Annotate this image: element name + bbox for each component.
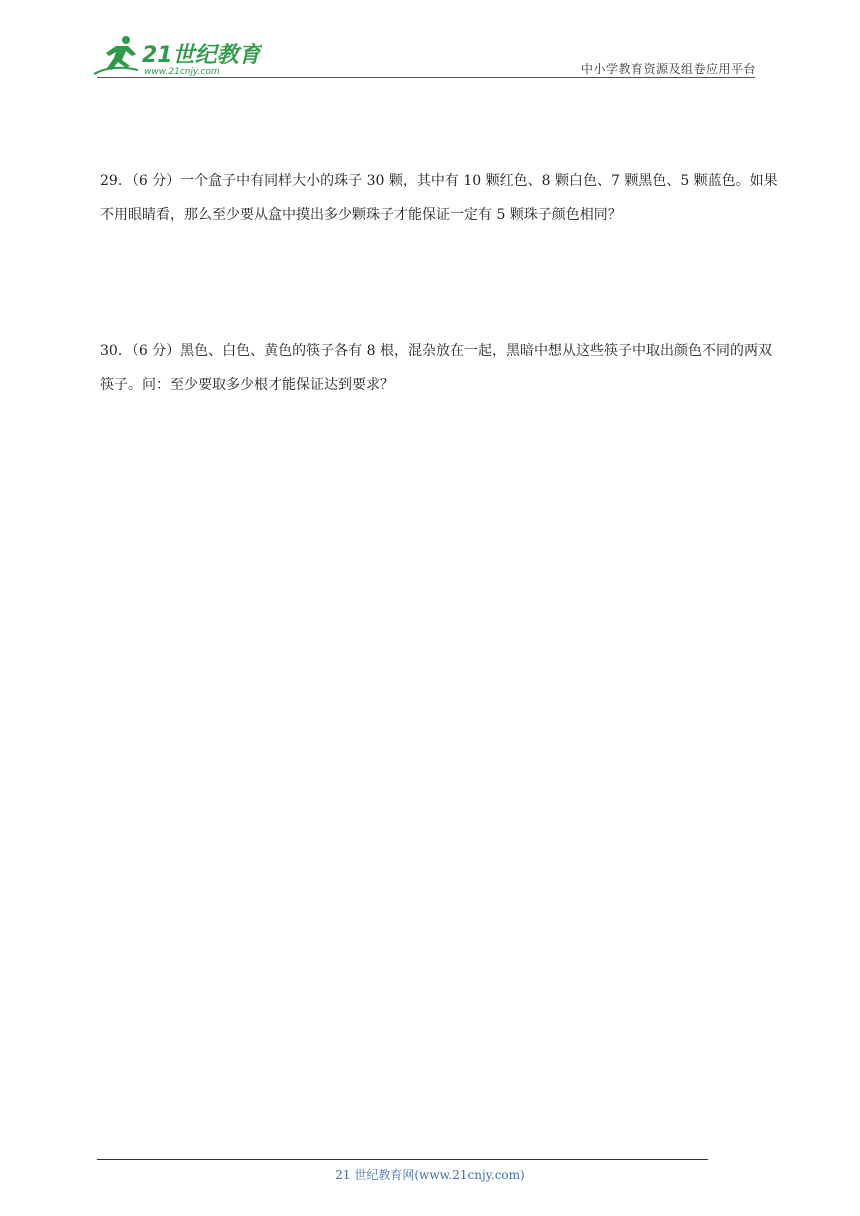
- logo-url: www.21cnjy.com: [144, 67, 220, 77]
- question-30: 30．（6 分）黑色、白色、黄色的筷子各有 8 根，混杂放在一起，黑暗中想从这些筷子中取出颜色不同的两双筷子。问：至少要取多少根才能保证达到要求？: [100, 343, 772, 393]
- footer-divider: [97, 1159, 708, 1160]
- header-divider: [97, 77, 755, 78]
- runner-logo-icon: [92, 34, 262, 78]
- platform-name: 中小学教育资源及组卷应用平台: [580, 62, 756, 76]
- site-logo[interactable]: [92, 34, 262, 78]
- page-header: [0, 0, 860, 80]
- logo-title: 21世纪教育: [142, 43, 261, 68]
- question-29: 29．（6 分）一个盒子中有同样大小的珠子 30 颗，其中有 10 颗红色、8 颗白色、7 颗黑色、5 颗蓝色。如果不用眼睛看，那么至少要从盒中摸出多少颗珠子才能保证一定有 5 颗珠子颜色相同？: [100, 173, 778, 223]
- footer-site-link[interactable]: 21 世纪教育网(www.21cnjy.com): [335, 1168, 525, 1182]
